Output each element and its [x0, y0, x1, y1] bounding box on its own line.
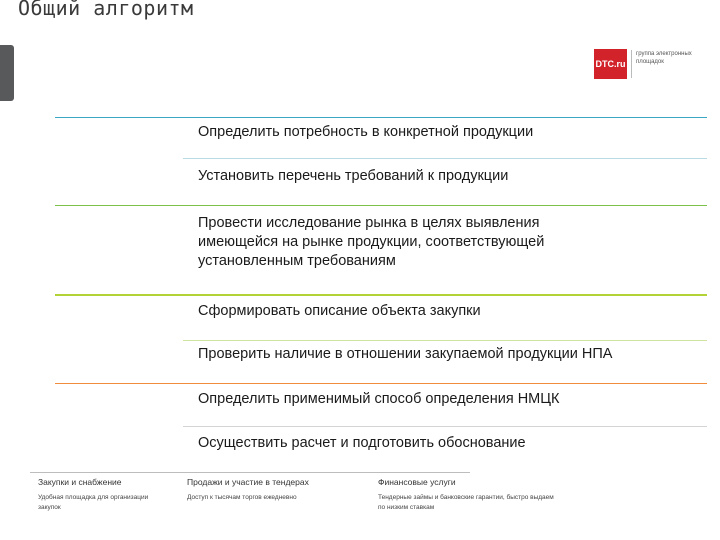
step-7: Осуществить расчет и подготовить обоснование [198, 435, 526, 451]
divider-line-7 [183, 426, 707, 427]
divider-line-3 [55, 205, 707, 206]
divider-line-6 [55, 383, 707, 384]
footer-col-sales [187, 477, 357, 503]
logo-text: группа электронных площадок [636, 51, 692, 65]
footer-heading: Закупки и снабжение [38, 477, 122, 487]
logo-badge: DTC.ru [594, 49, 627, 79]
step-6: Определить применимый способ определения НМЦК [198, 391, 560, 407]
divider-line-5 [183, 340, 707, 341]
company-logo [594, 47, 694, 83]
step-4: Сформировать описание объекта закупки [198, 303, 481, 319]
page-title: Общий алгоритм [18, 0, 194, 20]
divider-line-4 [55, 294, 707, 296]
divider-line-2 [183, 158, 707, 159]
footer-rule [30, 472, 470, 473]
step-5: Проверить наличие в отношении закупаемой продукции НПА [198, 346, 613, 362]
step-3: Провести исследование рынка в целях выявления имеющейся на рынке продукции, соответствующей установленным требованиям [198, 215, 545, 269]
footer-col-finance [378, 477, 558, 513]
step-1: Определить потребность в конкретной продукции [198, 124, 534, 140]
footer-heading: Продажи и участие в тендерах [187, 477, 309, 487]
footer-heading: Финансовые услуги [378, 477, 456, 487]
footer-desc: Удобная площадка для организации закупок [38, 494, 149, 511]
slide-side-tab [0, 45, 14, 101]
divider-line-1 [55, 117, 707, 118]
logo-divider [631, 50, 632, 78]
footer-desc: Доступ к тысячам торгов ежедневно [187, 494, 297, 501]
step-2: Установить перечень требований к продукции [198, 168, 509, 184]
footer-col-procurement [38, 477, 168, 513]
footer-desc: Тендерные займы и банковские гарантии, быстро выдаем по низким ставкам [378, 494, 554, 511]
